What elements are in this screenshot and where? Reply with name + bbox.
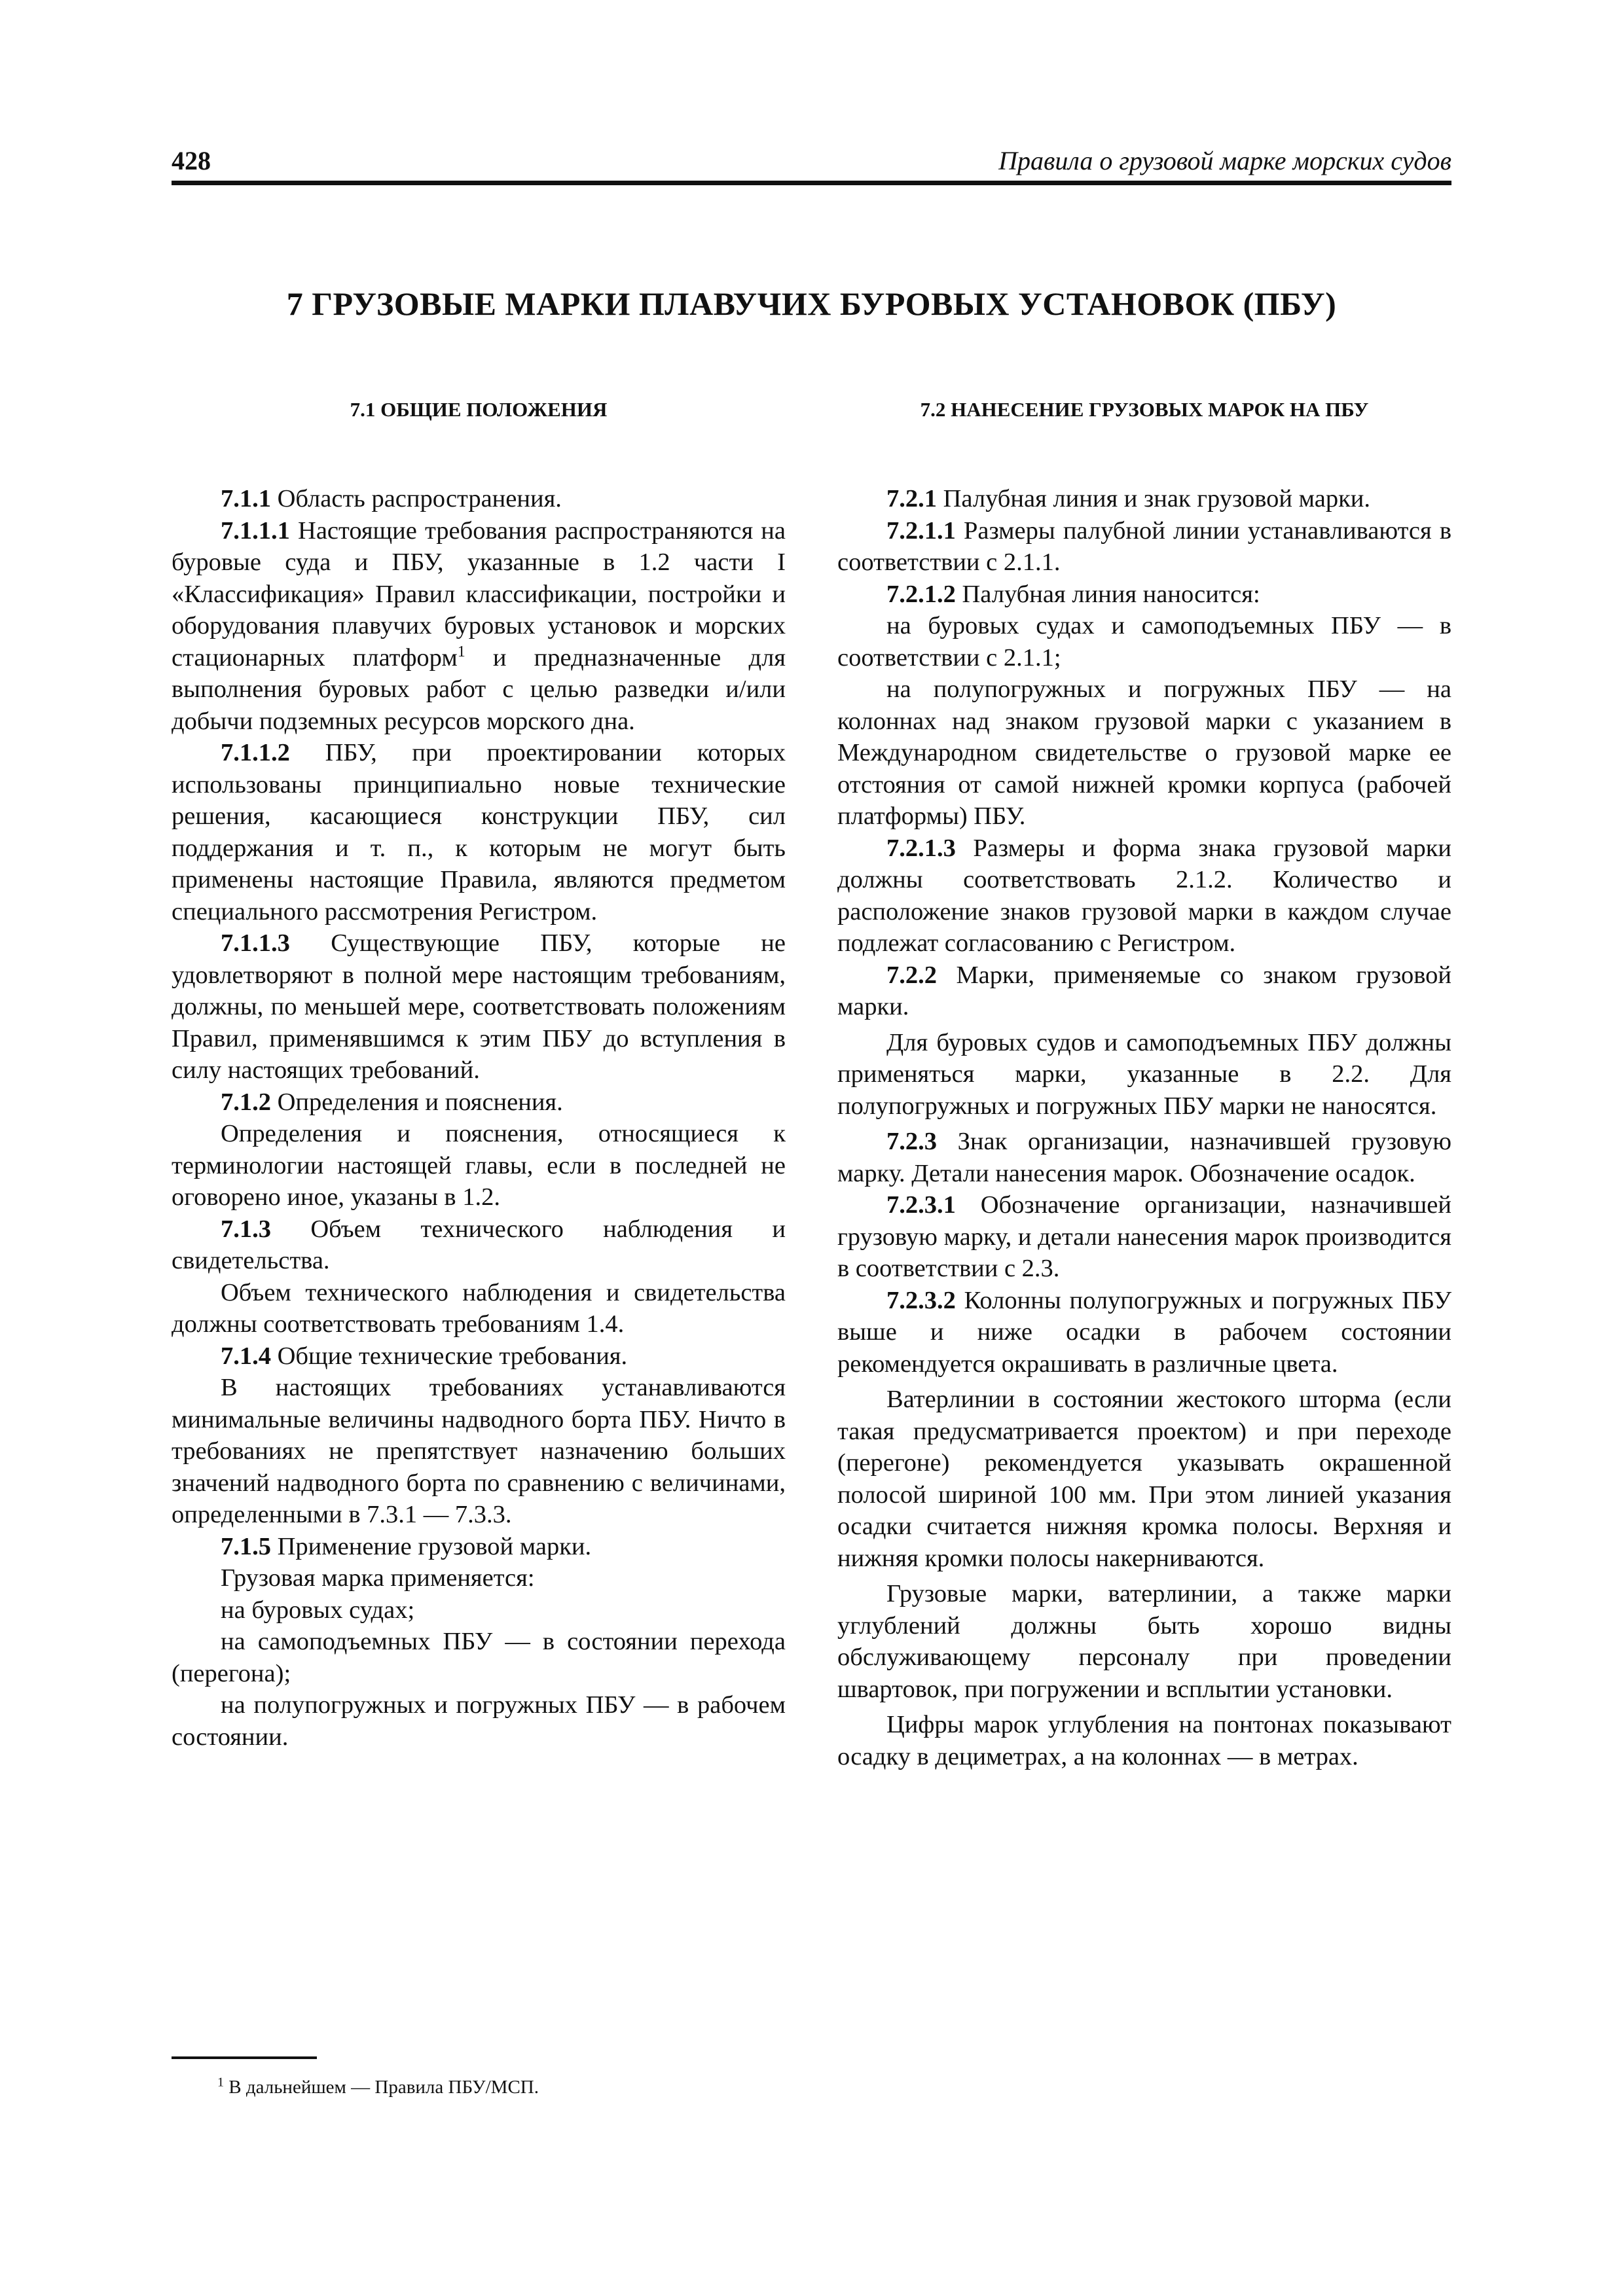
paragraph-text: ПБУ, при проектировании которых использованы принципиально новые технические решения, касающиеся конструкции ПБУ, сил поддержания и т. п., к которым не могут быть применены настоящие Правила, являются предметом специального рассмотрения Регистром. [172,739,786,925]
footnote-text: В дальнейшем — Правила ПБУ/МСП. [228,2077,539,2098]
paragraph-7-1-1-2 [172,737,786,927]
paragraph-draft-figures: Цифры марок углубления на понтонах показывают осадку в дециметрах, а на колоннах — в метрах. [837,1711,1451,1770]
paragraph-number: 7.1.1.1 [221,516,290,545]
paragraph-7-2-3 [837,1126,1451,1189]
paragraph-text: Марки, применяемые со знаком грузовой марки. [837,961,1451,1020]
running-header [172,141,1451,181]
running-title: Правила о грузовой марке морских судов [998,146,1451,175]
paragraph-text: Объем технического наблюдения и свидетельства. [172,1215,786,1274]
paragraph-text: Область распространения. [277,485,562,512]
paragraph-7-2-2 [837,960,1451,1023]
paragraph-7-2-3-2 [837,1285,1451,1380]
paragraph-number: 7.2.2 [886,961,937,989]
paragraph-text: Колонны полупогружных и погружных ПБУ выше и ниже осадки в рабочем состоянии рекомендуется окрашивать в различные цвета. [837,1286,1452,1378]
paragraph-number: 7.2.3.1 [886,1191,956,1219]
paragraph-deck-line-ships: на буровых судах и самоподъемных ПБУ — в соответствии с 2.1.1; [837,612,1451,672]
paragraph-definitions: Определения и пояснения, относящиеся к терминологии настоящей главы, если в последней не оговорено иное, указаны в 1.2. [172,1120,786,1211]
footnote [217,2077,539,2098]
paragraph-visibility: Грузовые марки, ватерлинии, а также марки углублений должны быть хорошо видны обслуживающему персоналу при проведении швартовок, при погружении и всплытии установки. [837,1580,1451,1703]
paragraph-number: 7.2.3 [886,1128,937,1155]
paragraph-text: Знак организации, назначившей грузовую марку. Детали нанесения марок. Обозначение осадок. [837,1128,1451,1187]
paragraph-number: 7.1.1.2 [221,739,290,766]
paragraph-text: Общие технические требования. [277,1342,628,1370]
left-column [172,398,786,1753]
paragraph-deck-line-columns: на полупогружных и погружных ПБУ — на колоннах над знаком грузовой марки с указанием в Международном свидетельстве о грузовой марке ее отстояния от самой нижней кромки корпуса (рабочей платформы) ПБУ. [837,675,1451,830]
paragraph-text: Палубная линия наносится: [962,580,1260,608]
paragraph-drilling-ships: на буровых судах; [221,1596,415,1624]
paragraph-7-1-5 [172,1531,786,1563]
paragraph-marks-applied: Для буровых судов и самоподъемных ПБУ должны применяться марки, указанные в 2.2. Для полупогружных и погружных ПБУ марки не наносятся. [837,1028,1451,1120]
paragraph-7-1-2 [172,1086,786,1119]
paragraph-text: Применение грузовой марки. [277,1532,592,1560]
page-number: 428 [172,146,211,175]
paragraph-text-continued: и предназначенные для выполнения буровых работ с целью разведки и/или добычи подземных ресурсов морского дна. [172,643,786,735]
paragraph-7-1-1 [172,483,786,515]
paragraph-7-1-1-1 [172,515,786,738]
paragraph-text: Палубная линия и знак грузовой марки. [943,485,1371,512]
paragraph-7-2-1-3 [837,833,1451,960]
paragraph-text: Существующие ПБУ, которые не удовлетворяют в полной мере настоящим требованиям, должны, по меньшей мере, соответствовать положениям Правил, применявшимся к этим ПБУ до вступления в силу настоящих требований. [172,929,786,1084]
paragraph-load-line-applied: Грузовая марка применяется: [221,1564,535,1592]
paragraph-number: 7.2.1 [886,485,937,512]
header-rule [172,181,1451,185]
chapter-title: 7 ГРУЗОВЫЕ МАРКИ ПЛАВУЧИХ БУРОВЫХ УСТАНОВОК (ПБУ) [286,285,1337,322]
section-heading-7-2: 7.2 НАНЕСЕНИЕ ГРУЗОВЫХ МАРОК НА ПБУ [920,398,1369,421]
paragraph-survey-scope: Объем технического наблюдения и свидетельства должны соответствовать требованиям 1.4. [172,1278,786,1338]
section-heading-7-1: 7.1 ОБЩИЕ ПОЛОЖЕНИЯ [350,398,608,421]
paragraph-number: 7.2.1.3 [886,834,956,862]
paragraph-text: Размеры и форма знака грузовой марки должны соответствовать 2.1.2. Количество и расположение знаков грузовой марки в каждом случае подлежат согласованию с Регистром. [837,834,1451,957]
paragraph-7-2-1-2 [837,579,1451,611]
paragraph-number: 7.1.2 [221,1088,271,1116]
paragraph-number: 7.2.1.2 [886,580,956,608]
paragraph-text: Размеры палубной линии устанавливаются в соответствии с 2.1.1. [837,516,1451,576]
paragraph-7-2-1 [837,483,1451,515]
footnote-rule [172,2056,317,2059]
paragraph-text: Настоящие требования распространяются на буровые суда и ПБУ, указанные в 1.2 части I «Классификация» Правил классификации, постройки и оборудования плавучих буровых установок и морских стационарных платформ [172,516,786,672]
paragraph-7-1-4 [172,1340,786,1372]
paragraph-7-1-1-3 [172,927,786,1086]
footnote-marker: 1 [457,643,465,660]
paragraph-number: 7.1.5 [221,1532,271,1560]
paragraph-number: 7.1.3 [221,1215,271,1243]
paragraph-freeboard: В настоящих требованиях устанавливаются минимальные величины надводного борта ПБУ. Ничто в требованиях не препятствует назначению больших значений надводного борта по сравнению с величинами, определенными в 7.3.1 — 7.3.3. [172,1374,786,1528]
paragraph-text: Обозначение организации, назначившей грузовую марку, и детали нанесения марок производится в соответствии с 2.3. [837,1191,1451,1282]
paragraph-number: 7.1.1 [221,485,271,512]
paragraph-7-1-3 [172,1213,786,1277]
paragraph-number: 7.2.1.1 [886,516,956,545]
paragraph-text: Определения и пояснения. [277,1088,563,1116]
paragraph-7-2-3-1 [837,1189,1451,1285]
footnote-number: 1 [217,2075,224,2090]
paragraph-jackup: на самоподъемных ПБУ — в состоянии перехода (перегона); [172,1628,786,1687]
paragraph-number: 7.2.3.2 [886,1286,956,1314]
paragraph-7-2-1-1 [837,515,1451,579]
paragraph-waterlines: Ватерлинии в состоянии жестокого шторма (если такая предусматривается проектом) и при переходе (перегоне) рекомендуется указывать окрашенной полосой шириной 100 мм. При этом линией указания осадки считается нижняя кромка полосы. Верхняя и нижняя кромки полосы накерниваются. [837,1386,1451,1572]
paragraph-number: 7.1.1.3 [221,929,290,957]
right-column [837,398,1451,1772]
paragraph-semisubmersible: на полупогружных и погружных ПБУ — в рабочем состоянии. [172,1691,786,1751]
paragraph-number: 7.1.4 [221,1342,271,1370]
